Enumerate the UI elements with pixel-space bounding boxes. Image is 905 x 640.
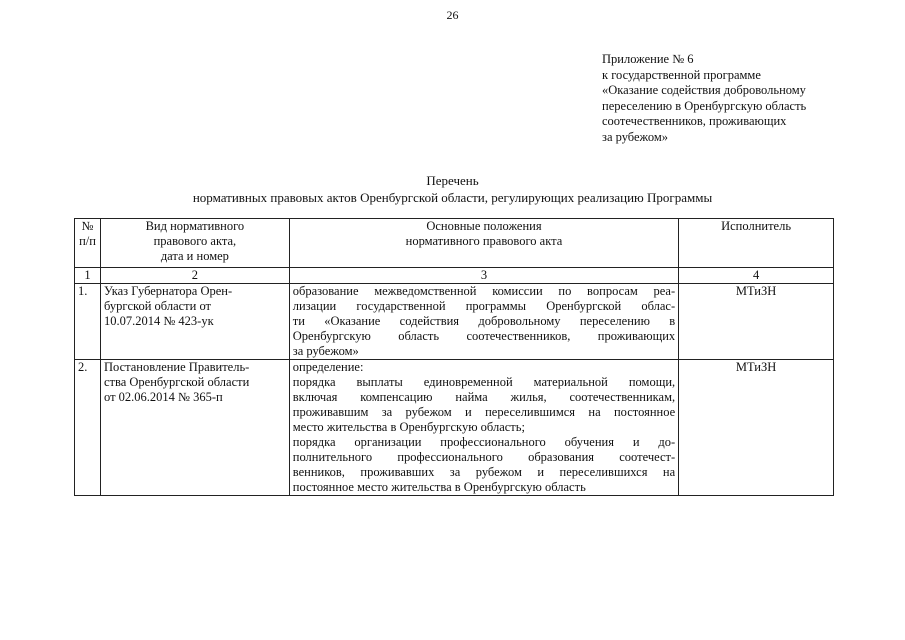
- header-act-type: Вид нормативного правового акта, дата и номер: [100, 219, 289, 268]
- row-number: 2.: [75, 360, 101, 496]
- provisions-cell: определение: порядка выплаты единовременной материальной помощи, включая компенсацию найма жилья, соотечественникам, проживавшим за рубежом и переселившимся на постоянное место жительства в Оренбургскую область; порядка организации профессионального обучения и до- полнительного профессионального образования соотечест- венников, проживавших за рубежом и переселившихся на постоянное место жительства в Оренбургскую область: [289, 360, 678, 496]
- page-number: 26: [446, 8, 459, 22]
- table-row: [75, 360, 834, 496]
- column-number: 1: [75, 268, 101, 284]
- column-number: 2: [100, 268, 289, 284]
- table-header-row: [75, 219, 834, 268]
- title-line-1: Перечень: [426, 173, 479, 188]
- row-number: 1.: [75, 284, 101, 360]
- provisions-cell: образование межведомственной комиссии по вопросам реа- лизации государственной программы Оренбургской облас- ти «Оказание содействия добровольному переселению в Оренбургскую область соотечественников, проживающих за рубежом»: [289, 284, 678, 360]
- executor-cell: МТиЗН: [679, 360, 834, 496]
- appendix-line: переселению в Оренбургскую область: [602, 98, 807, 113]
- act-type-cell: Постановление Правитель- ства Оренбургской области от 02.06.2014 № 365-п: [100, 360, 289, 496]
- appendix-line: соотечественников, проживающих: [602, 114, 787, 128]
- appendix-line: к государственной программе: [602, 67, 761, 82]
- appendix-line: Приложение № 6: [602, 52, 694, 66]
- act-type-cell: Указ Губернатора Орен- бургской области от 10.07.2014 № 423-ук: [100, 284, 289, 360]
- column-number-row: [75, 268, 834, 284]
- header-executor: Исполнитель: [679, 219, 834, 268]
- document-title: [0, 172, 905, 206]
- column-number: 3: [289, 268, 678, 284]
- executor-cell: МТиЗН: [679, 284, 834, 360]
- appendix-block: [602, 52, 882, 145]
- appendix-line: за рубежом»: [602, 129, 669, 144]
- column-number: 4: [679, 268, 834, 284]
- appendix-line: «Оказание содействия добровольному: [602, 83, 806, 97]
- table-row: [75, 284, 834, 360]
- header-provisions: Основные положения нормативного правового акта: [289, 219, 678, 268]
- title-line-2: нормативных правовых актов Оренбургской области, регулирующих реализацию Программы: [192, 190, 713, 205]
- header-number: № п/п: [75, 219, 101, 268]
- legal-acts-table: [74, 218, 834, 496]
